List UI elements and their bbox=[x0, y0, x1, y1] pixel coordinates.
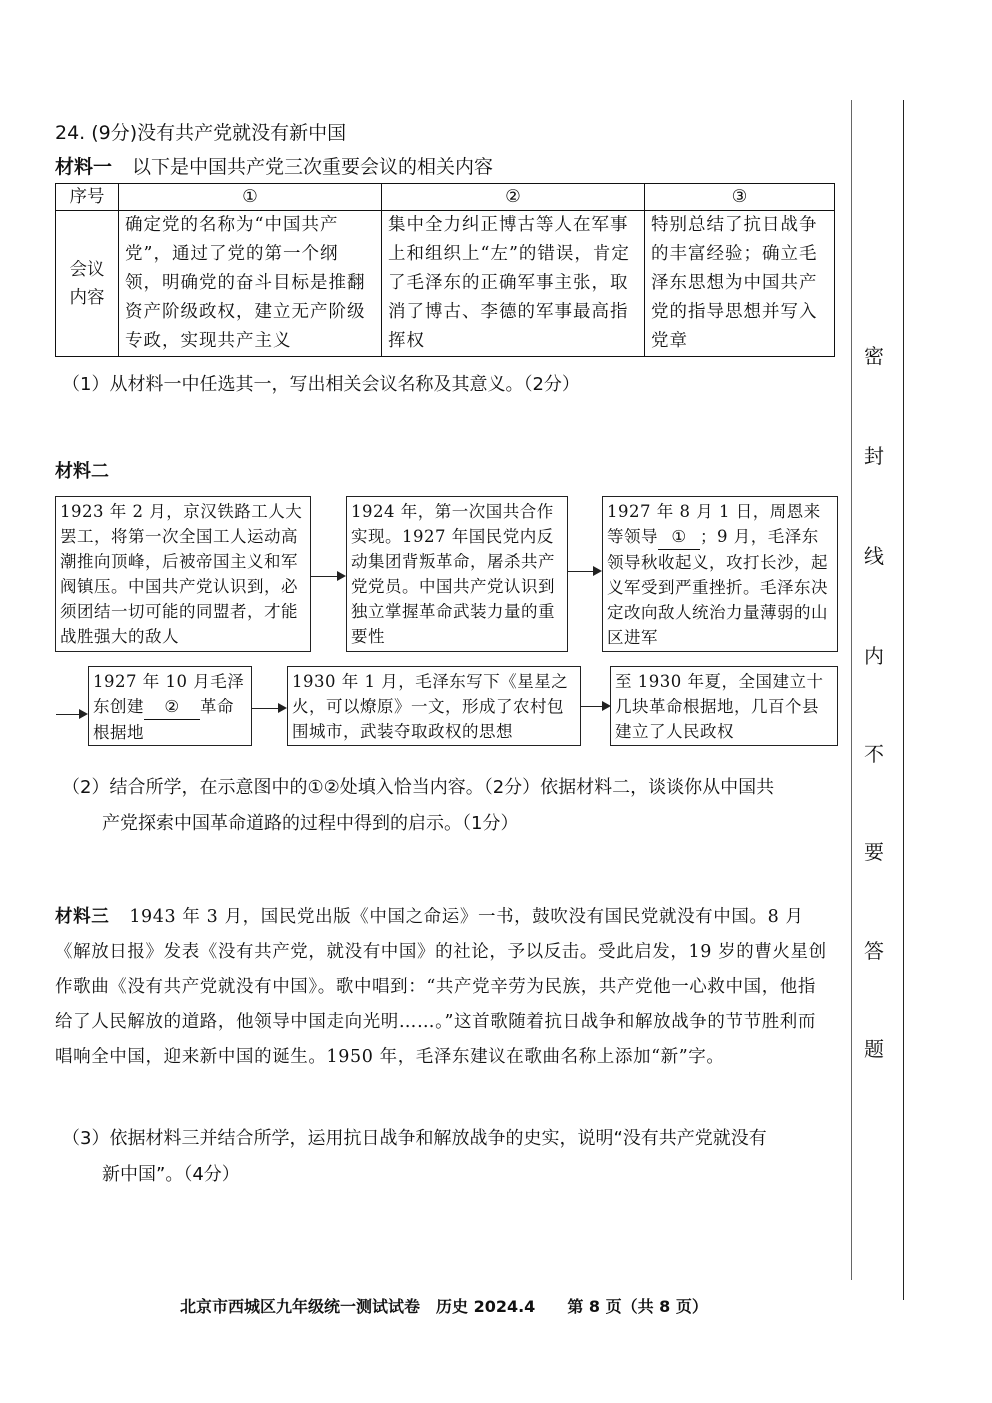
flow-arrow-2 bbox=[568, 571, 600, 572]
flow-box-1927-oct bbox=[88, 666, 252, 746]
question-3-line1: （3）依据材料三并结合所学，运用抗日战争和解放战争的史实，说明“没有共产党就没有 bbox=[62, 1128, 767, 1149]
question-title: 24. (9分)没有共产党就没有新中国 bbox=[55, 122, 347, 144]
blank-1: ① bbox=[658, 524, 700, 550]
seal-char: 密 bbox=[864, 344, 884, 368]
flow-arrow-3 bbox=[56, 714, 86, 715]
table-header-row bbox=[56, 184, 835, 211]
flow-arrow-4 bbox=[252, 708, 285, 709]
material2-label: 材料二 bbox=[55, 461, 109, 482]
seal-char: 答 bbox=[864, 939, 884, 963]
question-2-line2: 产党探索中国革命道路的过程中得到的启示。（1分） bbox=[102, 813, 519, 834]
question-2 bbox=[62, 770, 842, 842]
header-col3: ③ bbox=[645, 184, 835, 211]
seal-char: 线 bbox=[864, 544, 884, 568]
material3 bbox=[55, 900, 830, 1075]
flow-box-1924: 1924 年，第一次国共合作实现。1927 年国民党内反动集团背叛革命，屠杀共产党党员。中国共产党认识到独立掌握革命武装力量的重要性 bbox=[346, 496, 568, 652]
flow-arrow-5 bbox=[581, 706, 609, 707]
box3-text-pre: 1927 年 8 月 1 日，周恩来等领导 bbox=[607, 502, 821, 546]
question-1: （1）从材料一中任选其一，写出相关会议名称及其意义。（2分） bbox=[62, 374, 580, 395]
seal-char: 封 bbox=[864, 444, 884, 468]
material3-text: 1943 年 3 月，国民党出版《中国之命运》一书，鼓吹没有国民党就没有中国。8 月《解放日报》发表《没有共产党，就没有中国》的社论，予以反击。受此启发，19 岁的曹火星创作歌曲《没有共产党就没有中国》。歌中唱到：“共产党辛劳为民族，共产党他一心救中国，他指给了人民解放的道路，他领导中国走向光明……。”这首歌随着抗日战争和解放战争的节节胜利而唱响全中国，迎来新中国的诞生。1950 年，毛泽东建议在歌曲名称上添加“新”字。 bbox=[55, 907, 827, 1067]
margin-line-inner bbox=[851, 100, 852, 1280]
meeting-cell-2: 集中全力纠正博古等人在军事上和组织上“左”的错误，肯定了毛泽东的正确军事主张，取消了博古、李德的军事最高指挥权 bbox=[382, 211, 645, 357]
question-3-line2: 新中国”。（4分） bbox=[102, 1164, 240, 1185]
table-row bbox=[56, 211, 835, 357]
box3-text-post: ；9 月，毛泽东领导秋收起义，攻打长沙，起义军受到严重挫折。毛泽东决定改向敌人统治力量薄弱的山区进军 bbox=[607, 527, 828, 647]
meeting-table bbox=[55, 183, 835, 357]
flow-box-1930-summer: 至 1930 年夏，全国建立十几块革命根据地，几百个县建立了人民政权 bbox=[610, 666, 838, 746]
flow-box-1930-jan: 1930 年 1 月，毛泽东写下《星星之火，可以燎原》一文，形成了农村包围城市，武装夺取政权的思想 bbox=[287, 666, 581, 746]
material1-label: 材料一 bbox=[55, 156, 113, 178]
box4-text-post: 革命根据地 bbox=[93, 697, 234, 742]
material1-intro: 以下是中国共产党三次重要会议的相关内容 bbox=[132, 156, 494, 178]
meeting-cell-3: 特别总结了抗日战争的丰富经验；确立毛泽东思想为中国共产党的指导思想并写入党章 bbox=[645, 211, 835, 357]
flow-box-1923: 1923 年 2 月，京汉铁路工人大罢工，将第一次全国工人运动高潮推向顶峰，后被帝国主义和军阀镇压。中国共产党认识到，必须团结一切可能的同盟者，才能战胜强大的敌人 bbox=[55, 496, 311, 652]
flow-arrow-1 bbox=[311, 576, 344, 577]
meeting-cell-1: 确定党的名称为“中国共产党”，通过了党的第一个纲领，明确党的奋斗目标是推翻资产阶级政权，建立无产阶级专政，实现共产主义 bbox=[119, 211, 382, 357]
seal-char: 不 bbox=[864, 742, 884, 766]
row-label: 会议内容 bbox=[56, 211, 119, 357]
header-col1: ① bbox=[119, 184, 382, 211]
seal-char: 题 bbox=[864, 1037, 884, 1061]
seal-char: 要 bbox=[864, 840, 884, 864]
question-3 bbox=[62, 1121, 842, 1193]
page-footer: 北京市西城区九年级统一测试试卷 历史 2024.4 第 8 页（共 8 页） bbox=[180, 1297, 708, 1316]
margin-line-outer bbox=[903, 100, 904, 1300]
box4-text-pre: 1927 年 10 月毛泽东创建 bbox=[93, 672, 245, 716]
blank-2: ② bbox=[144, 694, 200, 720]
question-2-line1: （2）结合所学，在示意图中的①②处填入恰当内容。（2分）依据材料二，谈谈你从中国共 bbox=[62, 777, 775, 798]
header-index: 序号 bbox=[56, 184, 119, 211]
header-col2: ② bbox=[382, 184, 645, 211]
seal-char: 内 bbox=[864, 644, 884, 668]
material3-label: 材料三 bbox=[55, 907, 110, 927]
flow-box-1927-aug bbox=[602, 496, 838, 652]
